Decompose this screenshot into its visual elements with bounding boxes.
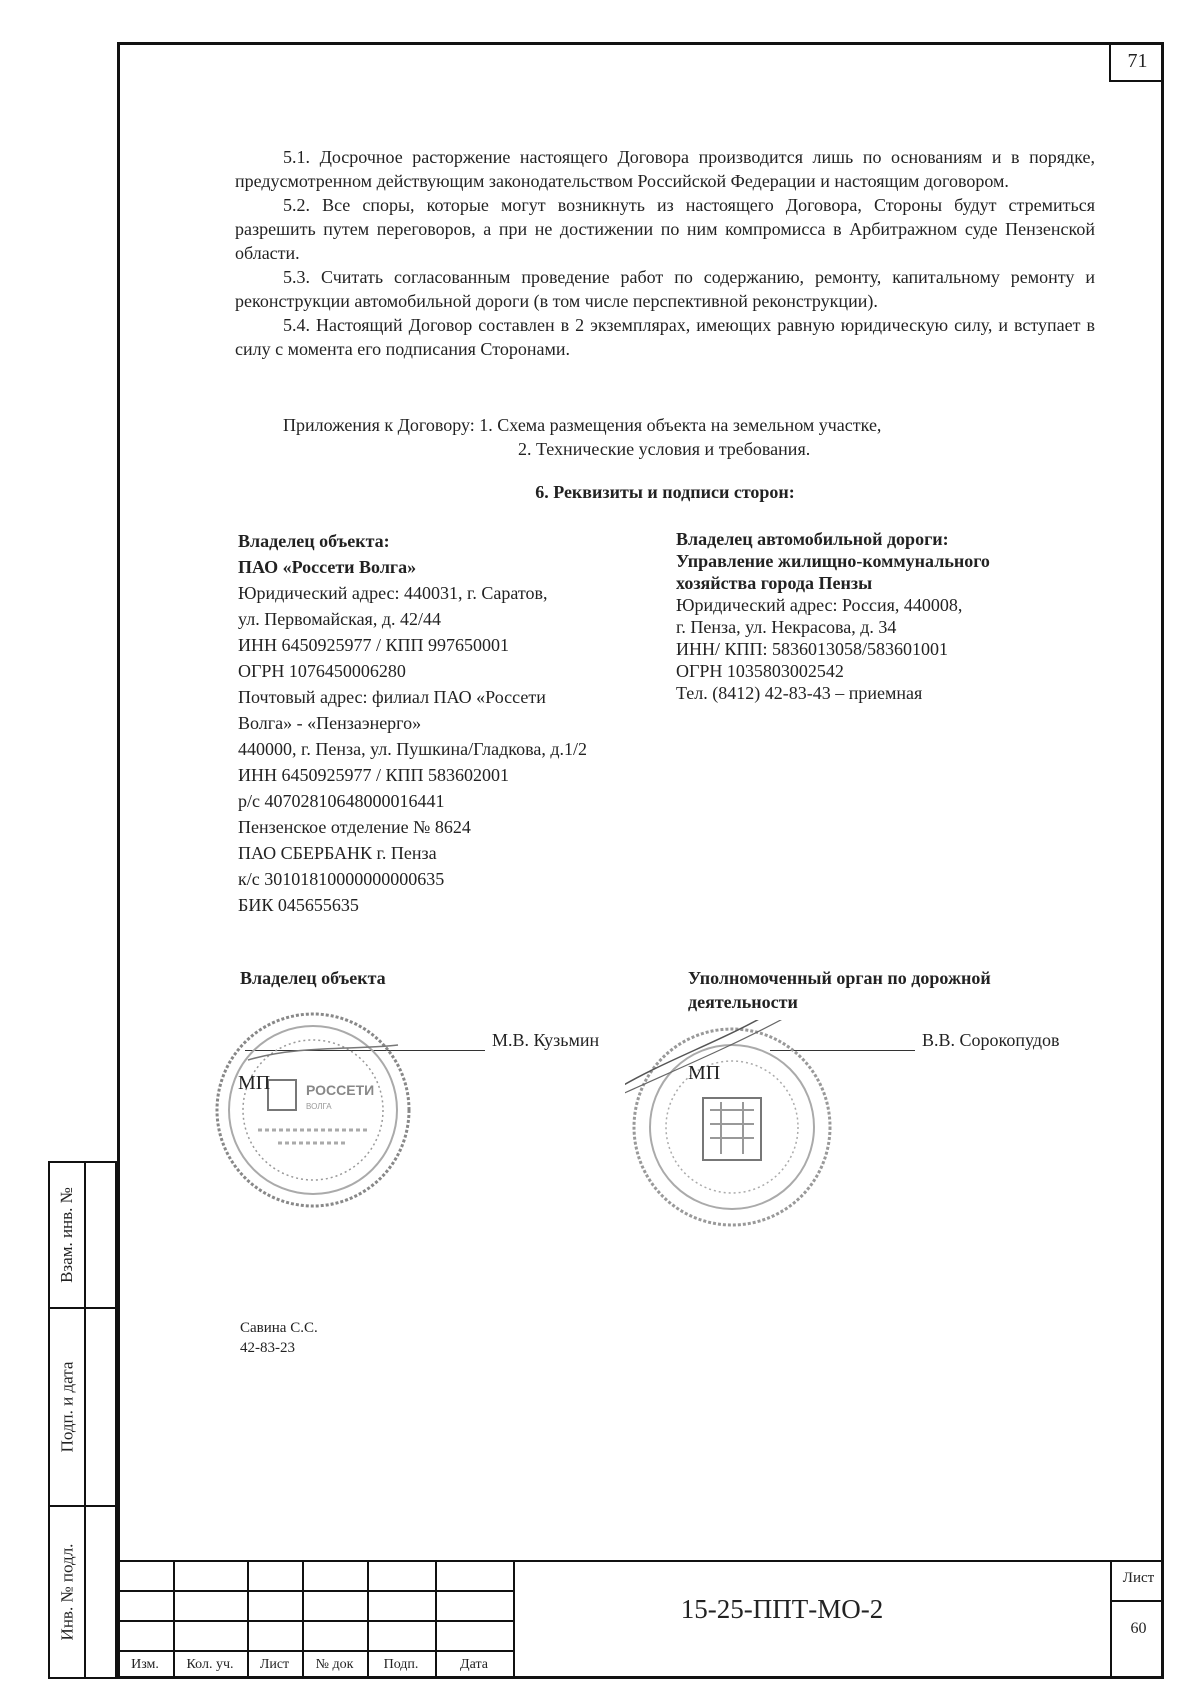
right-party-heading: Владелец автомобильной дороги: (676, 529, 949, 549)
right-signer-name: В.В. Сорокопудов (922, 1030, 1060, 1050)
tb-col-podp: Подп. (383, 1657, 419, 1672)
detail-line: ОГРН 1076450006280 (238, 661, 406, 681)
left-signature-title: Владелец объекта (240, 968, 386, 988)
side-row-replaced-inv: Взам. инв. № (48, 1161, 117, 1309)
right-signature-title: Уполномоченный орган по дорожной деятельности (688, 968, 991, 1012)
tb-col-izm: Изм. (131, 1657, 159, 1672)
tb-col-doc: № док (315, 1657, 354, 1672)
tb-col-kol-uch: Кол. уч. (186, 1657, 234, 1672)
document-number: 15-25-ППТ-МО-2 (680, 1594, 884, 1624)
tb-col-date: Дата (460, 1657, 488, 1672)
tb-col-list: Лист (259, 1657, 290, 1672)
left-mp-label: МП (238, 1072, 271, 1094)
tb-sheet-line (1110, 1600, 1164, 1602)
tb-row-line (117, 1620, 513, 1622)
tb-col-line (513, 1560, 515, 1679)
annex-list (235, 413, 1095, 461)
right-seal-stamp (625, 1020, 840, 1235)
detail-line: г. Пенза, ул. Некрасова, д. 34 (676, 617, 897, 637)
left-party-org: ПАО «Россети Волга» (238, 557, 417, 577)
tb-row-line (117, 1590, 513, 1592)
annex-line-1: Приложения к Договору: 1. Схема размещения объекта на земельном участке, (283, 415, 882, 435)
detail-line: Волга» - «Пензаэнерго» (238, 713, 422, 733)
svg-text:РОССЕТИ: РОССЕТИ (306, 1082, 375, 1098)
contact-info (240, 1318, 318, 1358)
detail-line: ИНН 6450925977 / КПП 583602001 (238, 765, 510, 785)
detail-line: ПАО СБЕРБАНК г. Пенза (238, 843, 437, 863)
left-party-details (238, 528, 587, 918)
detail-line: Юридический адрес: Россия, 440008, (676, 595, 963, 615)
sheet-label: Лист (1122, 1570, 1155, 1586)
clause-5-1: 5.1. Досрочное расторжение настоящего Договора производится лишь по основаниям и в порядке, предусмотренном действующим законодательством Российской Федерации и настоящим договором. (235, 147, 1095, 191)
detail-line: р/с 40702810648000016441 (238, 791, 445, 811)
sheet-number: 60 (1130, 1620, 1147, 1637)
detail-line: Тел. (8412) 42-83-43 – приемная (676, 683, 923, 703)
detail-line: ИНН/ КПП: 5836013058/583601001 (676, 639, 949, 659)
right-mp-label: МП (688, 1062, 721, 1084)
detail-line: к/с 30101810000000000635 (238, 869, 445, 889)
contact-name: Савина С.С. (240, 1320, 318, 1336)
margin-stamp-table (48, 1161, 117, 1679)
detail-line: ОГРН 1035803002542 (676, 661, 844, 681)
side-row-original-inv: Инв. № подл. (48, 1505, 117, 1679)
clause-5-3: 5.3. Считать согласованным проведение работ по содержанию, ремонту, капитальному ремонту и реконструкции автомобильной дороги (в том числе перспективной реконструкции). (235, 267, 1095, 311)
detail-line: ИНН 6450925977 / КПП 997650001 (238, 635, 510, 655)
page-number-top: 71 (1109, 42, 1164, 82)
detail-line: БИК 045655635 (238, 895, 359, 915)
contract-body (235, 145, 1095, 361)
tb-top-line (117, 1560, 1164, 1562)
tb-col-line (1110, 1560, 1112, 1679)
title-block (117, 1560, 1164, 1679)
right-party-org-2: хозяйства города Пензы (676, 573, 873, 593)
detail-line: ул. Первомайская, д. 42/44 (238, 609, 441, 629)
left-signer-name: М.В. Кузьмин (492, 1030, 600, 1050)
right-party-details (676, 528, 990, 704)
detail-line: Пензенское отделение № 8624 (238, 817, 471, 837)
annex-line-2: 2. Технические условия и требования. (518, 439, 811, 459)
contact-phone: 42-83-23 (240, 1340, 295, 1356)
section-title: 6. Реквизиты и подписи сторон: (535, 482, 795, 502)
clause-5-2: 5.2. Все споры, которые могут возникнуть из настоящего Договора, Стороны будут стремиться разрешить путем переговоров, а при не достижении по ним компромисса в Арбитражном суде Пензенской области. (235, 195, 1095, 263)
left-seal-stamp (208, 1005, 418, 1215)
tb-row-line (117, 1650, 513, 1652)
detail-line: 440000, г. Пенза, ул. Пушкина/Гладкова, д.1/2 (238, 739, 588, 759)
right-party-org: Управление жилищно-коммунального (676, 551, 990, 571)
detail-line: Юридический адрес: 440031, г. Саратов, (238, 583, 548, 603)
left-party-heading: Владелец объекта: (238, 531, 390, 551)
clause-5-4: 5.4. Настоящий Договор составлен в 2 экземплярах, имеющих равную юридическую силу, и вступает в силу с момента его подписания Сторонами. (235, 315, 1095, 359)
svg-text:ВОЛГА: ВОЛГА (306, 1102, 332, 1111)
detail-line: Почтовый адрес: филиал ПАО «Россети (238, 687, 546, 707)
side-row-signature-date: Подп. и дата (48, 1307, 117, 1507)
